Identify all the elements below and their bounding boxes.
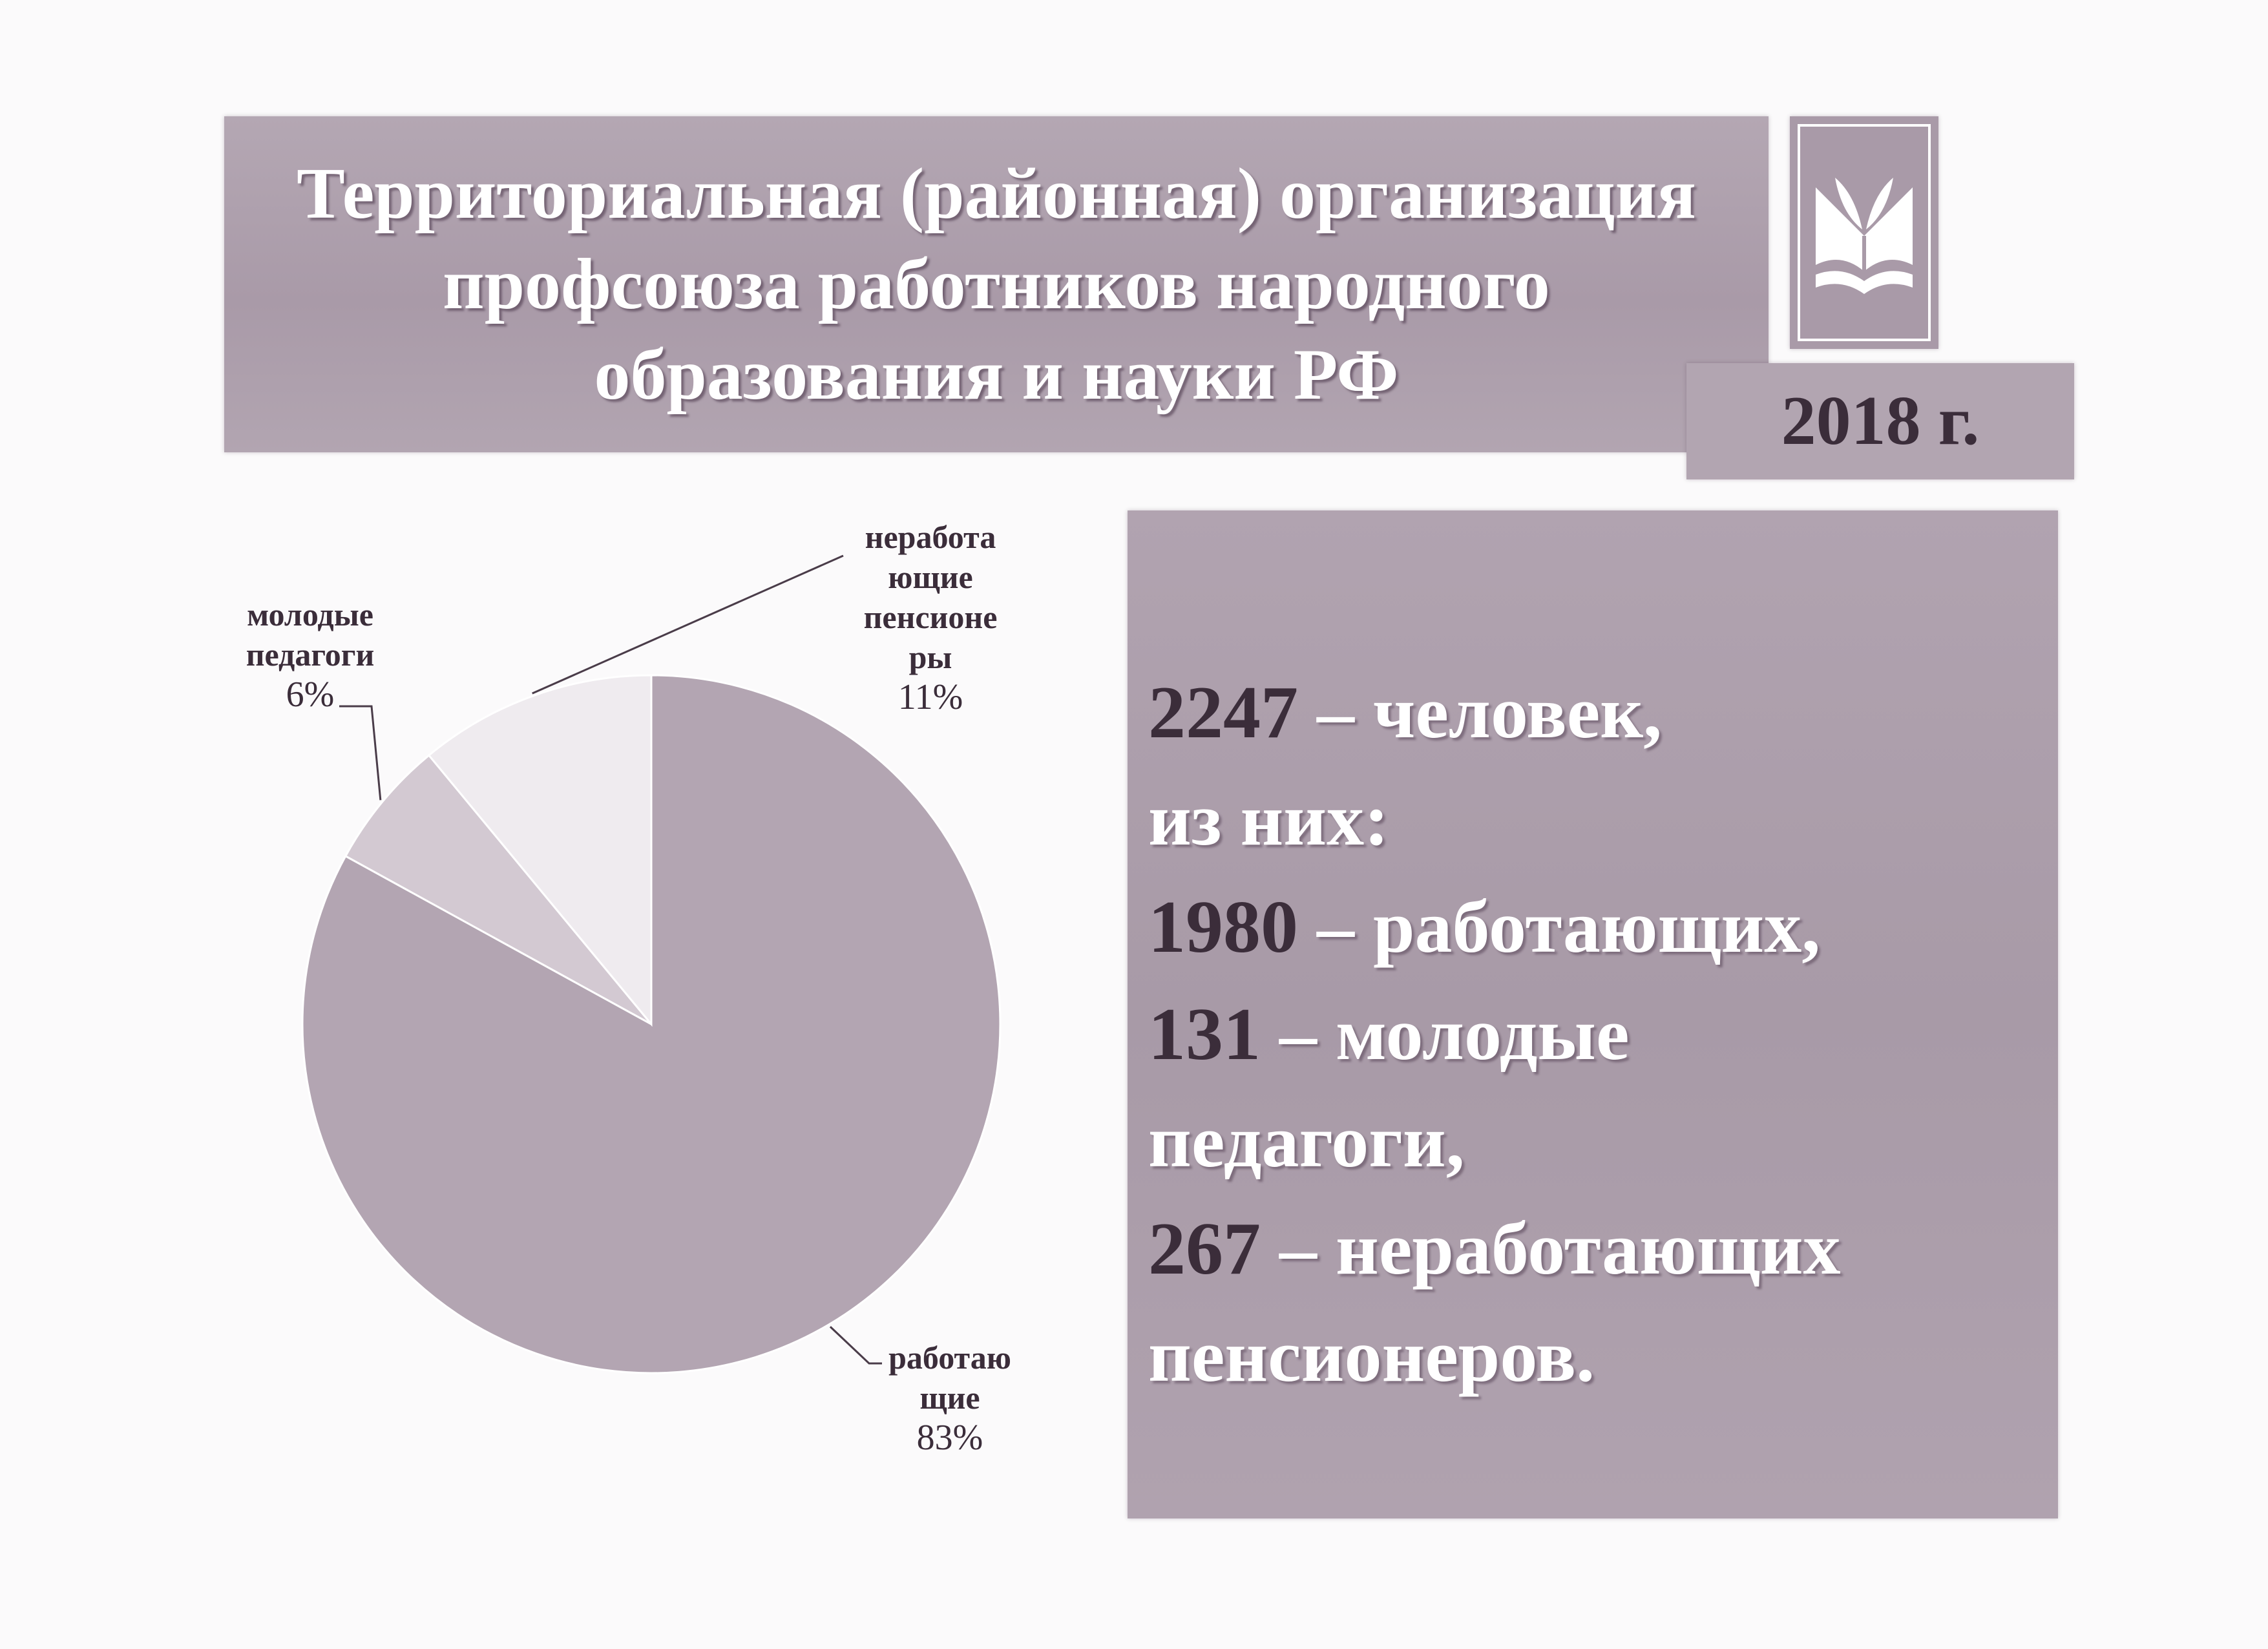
title-line-2: профсоюза работников народного bbox=[443, 244, 1550, 324]
info-line-total: 2247 – человек, bbox=[1148, 671, 1663, 754]
info-line-retired: 267 – неработающих bbox=[1148, 1208, 1841, 1290]
info-line-young-cont: педагоги, bbox=[1148, 1100, 1465, 1183]
slice-label-retired: неработа ющие пенсионе ры 11% bbox=[863, 519, 998, 717]
info-line-retired-cont: пенсионеров. bbox=[1148, 1315, 1595, 1398]
slice-label-working: работаю щие 83% bbox=[888, 1339, 1011, 1458]
title-line-1: Территориальная (районная) организация bbox=[297, 154, 1696, 234]
info-lines bbox=[1148, 659, 1841, 1410]
year-label: 2018 г. bbox=[1781, 383, 1980, 459]
info-panel bbox=[1128, 510, 2058, 1518]
info-line-working: 1980 – работающих, bbox=[1148, 886, 1821, 969]
title-line-3: образования и науки РФ bbox=[594, 335, 1399, 415]
info-line-young: 131 – молодые bbox=[1148, 993, 1630, 1076]
leader-line-young-teachers bbox=[339, 706, 381, 800]
leader-line-retired bbox=[532, 556, 843, 693]
slice-label-young-teachers: молодые педагоги 6% bbox=[246, 596, 375, 715]
info-line-of-them: из них: bbox=[1148, 779, 1389, 861]
